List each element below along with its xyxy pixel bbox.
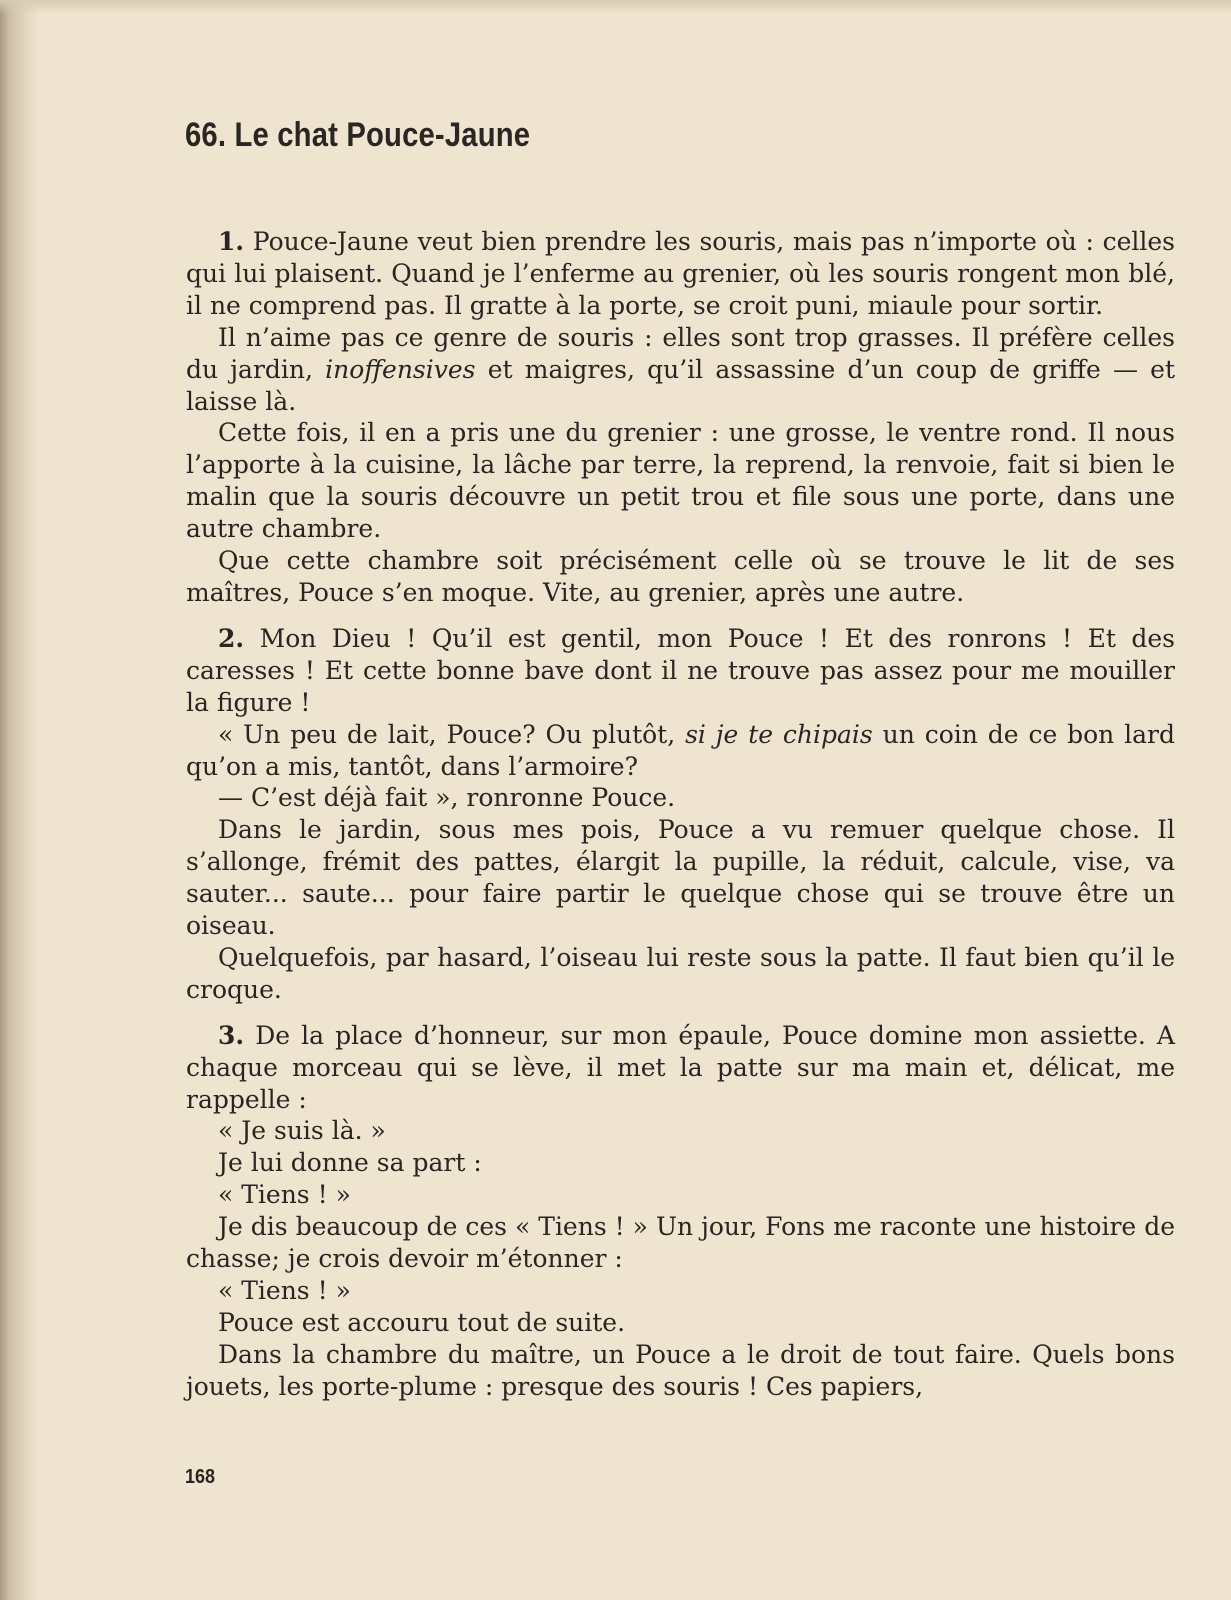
paragraph — [186, 814, 1175, 942]
paragraph-text: Cette fois, il en a pris une du grenier : une grosse, le ventre rond. Il nous l’apporte à la cuisine, la lâche par terre, la reprend, la renvoie, fait si bien le malin que la souris découvre un petit trou et file sous une porte, dans une autre chambre. — [186, 418, 1175, 544]
paragraph-text: Je dis beaucoup de ces « Tiens ! » Un jour, Fons me raconte une histoire de chasse; je crois devoir m’étonner : — [186, 1212, 1175, 1274]
section-paragraph — [186, 226, 1175, 322]
paragraph-text: Pouce-Jaune veut bien prendre les souris, mais pas n’importe où : celles qui lui plaisent. Quand je l’enferme au grenier, où les souris rongent mon blé, il ne comprend pas. Il gratte à la porte, se croit puni, miaule pour sortir. — [186, 227, 1175, 320]
paragraph — [186, 322, 1175, 418]
italic-phrase: si je te chipais — [685, 719, 873, 749]
paragraph-text: « Tiens ! » — [218, 1180, 351, 1210]
paragraph-text: Quelquefois, par hasard, l’oiseau lui reste sous la patte. Il faut bien qu’il le croque. — [186, 942, 1175, 1004]
paragraph-text: « Tiens ! » — [218, 1276, 351, 1305]
paragraph-text: Dans le jardin, sous mes pois, Pouce a vu remuer quelque chose. Il s’allonge, frémit des pattes, élargit la pupille, la réduit, calcule, vise, va sauter... saute... pour faire partir le quelque chose qui se trouve être un oiseau. — [186, 815, 1175, 941]
paragraph — [186, 1275, 1175, 1307]
italic-phrase: inoffensives — [325, 354, 476, 384]
paragraph-text: Que cette chambre soit précisément celle où se trouve le lit de ses maîtres, Pouce s’en moque. Vite, au grenier, après une autre. — [186, 546, 1175, 607]
section-number: 2. — [218, 623, 245, 653]
paragraph — [186, 417, 1175, 545]
section-number: 1. — [218, 227, 245, 256]
page-top-edge — [0, 0, 1231, 14]
paragraph-text: De la place d’honneur, sur mon épaule, Pouce domine mon assiette. A chaque morceau qui se lève, il met la patte sur ma main et, délicat, me rappelle : — [186, 1020, 1175, 1114]
binding-shadow — [0, 0, 40, 1600]
paragraph — [186, 1179, 1175, 1211]
paragraph — [186, 1211, 1175, 1275]
paragraph — [186, 545, 1175, 609]
body-text — [186, 226, 1175, 1403]
page-title: 66. Le chat Pouce-Jaune — [185, 116, 531, 154]
paragraph-text: un coin de ce bon lard qu’on a mis, tantôt, dans l’armoire? — [186, 719, 1176, 781]
paragraph-text: Il n’aime pas ce genre de souris : elles sont trop grasses. Il préfère celles du jardin, — [186, 322, 1175, 384]
paragraph-text: Je lui donne sa part : — [218, 1148, 482, 1178]
paragraph — [186, 1147, 1175, 1179]
paragraph-text: « Je suis là. » — [218, 1116, 386, 1146]
paragraph — [186, 719, 1175, 783]
section-number: 3. — [218, 1020, 245, 1050]
paragraph — [186, 1307, 1175, 1339]
paragraph — [186, 942, 1175, 1006]
paragraph — [186, 782, 1175, 814]
paragraph-text: « Un peu de lait, Pouce? Ou plutôt, — [218, 719, 686, 749]
paragraph-text: et maigres, qu’il assassine d’un coup de griffe — et laisse là. — [186, 354, 1175, 416]
paragraph-text: — C’est déjà fait », ronronne Pouce. — [218, 783, 676, 813]
section-paragraph — [186, 623, 1175, 719]
paragraph — [186, 1115, 1175, 1147]
paragraph-text: Dans la chambre du maître, un Pouce a le droit de tout faire. Quels bons jouets, les porte-plume : presque des souris ! Ces papiers, — [186, 1339, 1175, 1401]
paragraph-text: Mon Dieu ! Qu’il est gentil, mon Pouce ! Et des ronrons ! Et des caresses ! Et cette bonne bave dont il ne trouve pas assez pour me mouiller la figure ! — [186, 623, 1175, 717]
paragraph-text: Pouce est accouru tout de suite. — [218, 1307, 626, 1337]
section-paragraph — [186, 1020, 1175, 1116]
paragraph — [186, 1339, 1175, 1403]
page-number: 168 — [185, 1466, 216, 1488]
